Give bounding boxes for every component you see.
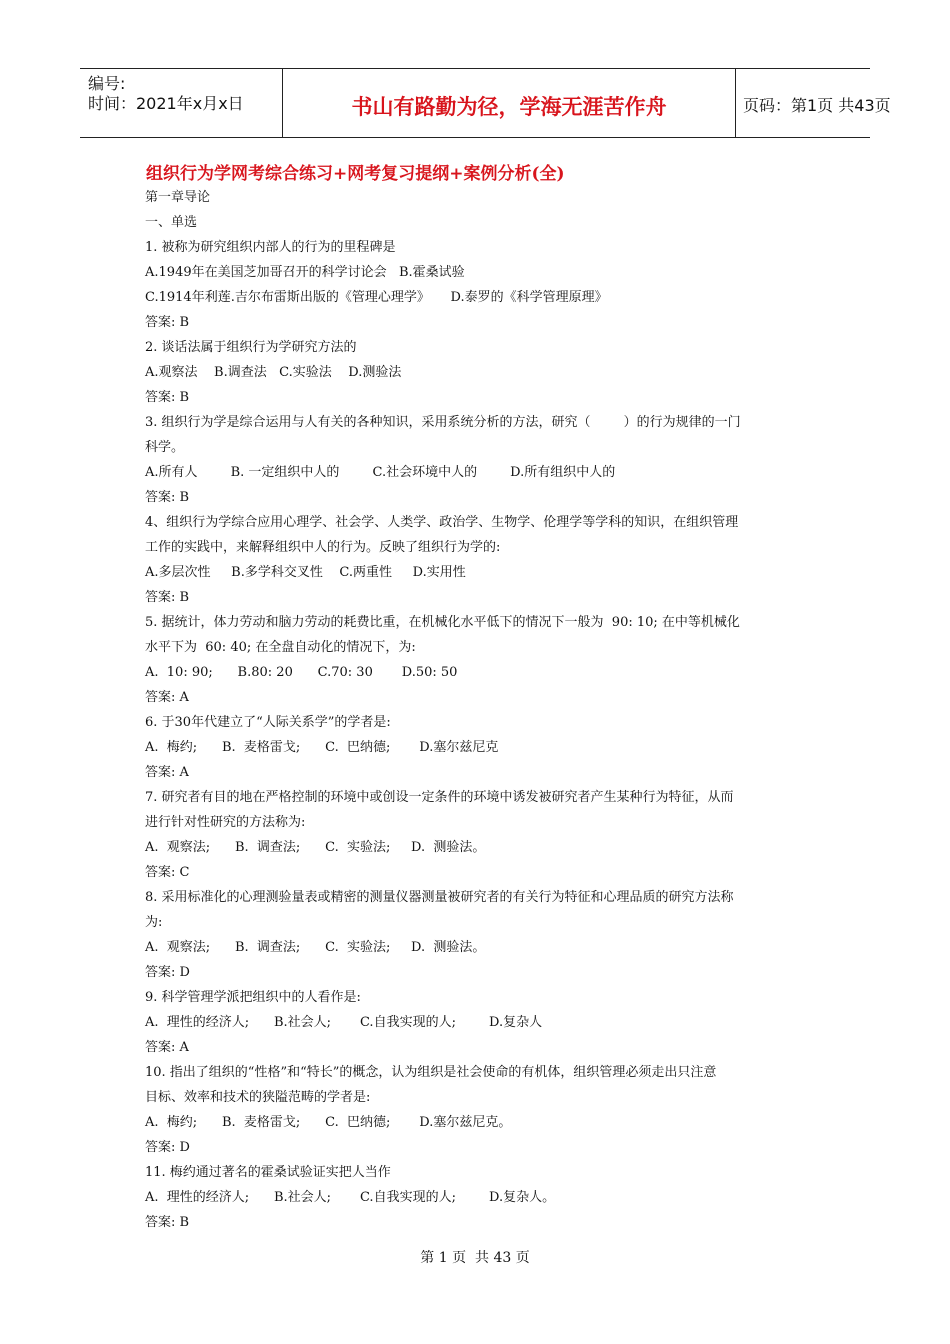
text-line: 水平下为 60: 40; 在全盘自动化的情况下，为:: [145, 640, 416, 655]
number-label: 编号:: [88, 74, 126, 93]
text-line: 一、单选: [145, 215, 198, 230]
text-line: 第一章导论: [145, 190, 211, 205]
document-title: 组织行为学网考综合练习+网考复习提纲+案例分析(全): [146, 164, 565, 184]
text-line: 目标、效率和技术的狭隘范畴的学者是:: [145, 1090, 371, 1105]
text-line: A.多层次性 B.多学科交叉性 C.两重性 D.实用性: [145, 565, 466, 580]
text-line: 科学。: [145, 440, 185, 455]
header-left-cell: [80, 69, 282, 137]
text-line: 答案: B: [145, 490, 190, 505]
text-line: 答案: B: [145, 390, 190, 405]
text-line: 10. 指出了组织的“性格”和“特长”的概念，认为组织是社会使命的有机体，组织管理必须走出只注意: [145, 1065, 717, 1080]
text-line: 9. 科学管理学派把组织中的人看作是:: [145, 990, 361, 1005]
text-line: 进行针对性研究的方法称为:: [145, 815, 306, 830]
text-line: A.1949年在美国芝加哥召开的科学讨论会 B.霍桑试验: [145, 265, 465, 280]
text-line: 6. 于30年代建立了“人际关系学”的学者是:: [145, 715, 391, 730]
text-line: A. 10: 90; B.80: 20 C.70: 30 D.50: 50: [145, 665, 458, 680]
text-line: 答案: A: [145, 1040, 189, 1055]
text-line: 答案: B: [145, 590, 190, 605]
page-header: [80, 68, 891, 138]
text-line: C.1914年利莲.吉尔布雷斯出版的《管理心理学》 D.泰罗的《科学管理原理》: [145, 290, 608, 305]
text-line: 为:: [145, 915, 163, 930]
text-line: 答案: D: [145, 1140, 190, 1155]
text-line: 7. 研究者有目的地在严格控制的环境中或创设一定条件的环境中诱发被研究者产生某种行为特征，从而: [145, 790, 734, 805]
date-label: 时间：2021年x月x日: [88, 94, 244, 113]
text-line: 工作的实践中，来解释组织中人的行为。反映了组织行为学的:: [145, 540, 501, 555]
header-motto-cell: [282, 69, 736, 137]
text-line: A. 梅约; B. 麦格雷戈; C. 巴纳德; D.塞尔兹尼克。: [145, 1115, 512, 1130]
text-line: 答案: D: [145, 965, 190, 980]
text-line: A. 理性的经济人; B.社会人; C.自我实现的人; D.复杂人。: [145, 1190, 556, 1205]
text-line: 5. 据统计，体力劳动和脑力劳动的耗费比重，在机械化水平低下的情况下一般为 90: 10; 在中等机械化: [145, 615, 740, 630]
page-info: 页码：第1页 共43页: [743, 96, 891, 115]
text-line: 11. 梅约通过著名的霍桑试验证实把人当作: [145, 1165, 391, 1180]
text-line: 答案: B: [145, 1215, 190, 1230]
page-footer: 第 1 页 共 43 页: [420, 1250, 530, 1266]
document-body: [145, 185, 810, 1235]
text-line: 3. 组织行为学是综合运用与人有关的各种知识，采用系统分析的方法，研究（ ）的行为规律的一门: [145, 415, 741, 430]
text-line: 答案: A: [145, 765, 189, 780]
text-line: 答案: A: [145, 690, 189, 705]
text-line: 1. 被称为研究组织内部人的行为的里程碑是: [145, 240, 396, 255]
text-line: 答案: C: [145, 865, 190, 880]
text-line: A.观察法 B.调查法 C.实验法 D.测验法: [145, 365, 402, 380]
text-line: 4、组织行为学综合应用心理学、社会学、人类学、政治学、生物学、伦理学等学科的知识，在组织管理: [145, 515, 739, 530]
text-line: 答案: B: [145, 315, 190, 330]
text-line: A.所有人 B. 一定组织中人的 C.社会环境中人的 D.所有组织中人的: [145, 465, 616, 480]
header-right-cell: [735, 69, 891, 137]
text-line: A. 梅约; B. 麦格雷戈; C. 巴纳德; D.塞尔兹尼克: [145, 740, 499, 755]
text-line: A. 观察法; B. 调查法; C. 实验法; D. 测验法。: [145, 940, 486, 955]
text-line: 2. 谈话法属于组织行为学研究方法的: [145, 340, 357, 355]
text-line: A. 理性的经济人; B.社会人; C.自我实现的人; D.复杂人: [145, 1015, 543, 1030]
text-line: A. 观察法; B. 调查法; C. 实验法; D. 测验法。: [145, 840, 486, 855]
motto-text: 书山有路勤为径，学海无涯苦作舟: [351, 95, 667, 119]
text-line: 8. 采用标准化的心理测验量表或精密的测量仪器测量被研究者的有关行为特征和心理品质的研究方法称: [145, 890, 734, 905]
